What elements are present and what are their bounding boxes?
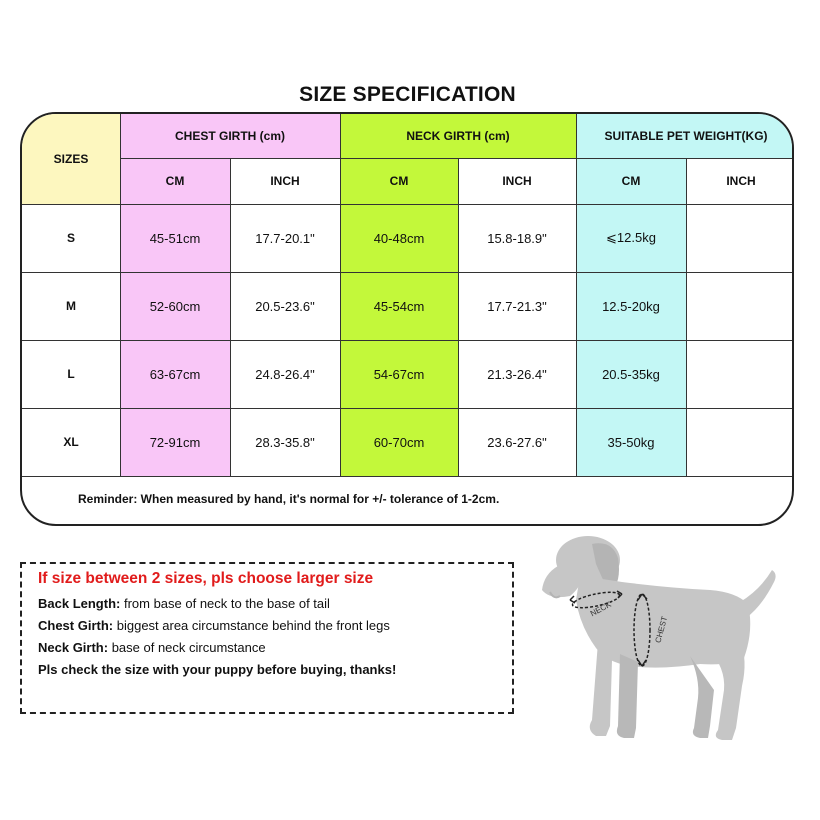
- neck-girth-label: Neck Girth:: [38, 640, 109, 655]
- neck-cm-header: CM: [340, 158, 458, 204]
- note-check-size: [38, 662, 396, 677]
- s-weight-inch: [686, 204, 794, 272]
- neck-label: NECK: [588, 599, 613, 619]
- m-neck-cm: 45-54cm: [340, 272, 458, 340]
- neck-header: NECK GIRTH (cm): [340, 114, 576, 158]
- size-warning: If size between 2 sizes, pls choose larger size: [38, 570, 374, 587]
- chest-girth-text: biggest area circumstance behind the front legs: [113, 618, 390, 633]
- weight-cm-header: CM: [576, 158, 686, 204]
- l-weight-inch: [686, 340, 794, 408]
- xl-chest-cm: 72-91cm: [120, 408, 230, 476]
- sizes-header: SIZES: [22, 114, 120, 204]
- weight-inch-header: INCH: [726, 174, 756, 188]
- neck-girth-text: base of neck circumstance: [108, 640, 266, 655]
- xl-weight-cm: 35-50kg: [576, 408, 686, 476]
- chest-inch-header: INCH: [270, 174, 300, 188]
- note-back-length: [38, 596, 330, 611]
- s-neck-cm: 40-48cm: [340, 204, 458, 272]
- chest-label: CHEST: [653, 615, 670, 644]
- s-neck-inch: 15.8-18.9": [487, 230, 547, 246]
- dog-measurement-illustration: [540, 530, 780, 800]
- m-chest-inch: 20.5-23.6": [255, 298, 315, 314]
- l-neck-inch: 21.3-26.4": [487, 366, 547, 382]
- note-chest-girth: [38, 618, 390, 633]
- check-size-text: Pls check the size with your puppy before buying, thanks!: [38, 662, 397, 677]
- xl-neck-inch: 23.6-27.6": [487, 434, 547, 450]
- l-neck-cm: 54-67cm: [340, 340, 458, 408]
- note-neck-girth: [38, 640, 266, 655]
- m-weight-cm: 12.5-20kg: [576, 272, 686, 340]
- page-title: SIZE SPECIFICATION: [299, 83, 516, 106]
- m-neck-inch: 17.7-21.3": [487, 298, 547, 314]
- l-weight-cm: 20.5-35kg: [576, 340, 686, 408]
- m-weight-inch: [686, 272, 794, 340]
- s-weight-cm: ⩽12.5kg: [576, 204, 686, 272]
- xl-neck-cm: 60-70cm: [340, 408, 458, 476]
- l-chest-cm: 63-67cm: [120, 340, 230, 408]
- back-length-label: Back Length:: [38, 596, 121, 611]
- s-chest-cm: 45-51cm: [120, 204, 230, 272]
- size-xl: XL: [63, 435, 79, 449]
- tolerance-reminder: Reminder: When measured by hand, it's normal for +/- tolerance of 1-2cm.: [78, 492, 500, 506]
- s-chest-inch: 17.7-20.1": [255, 230, 315, 246]
- xl-weight-inch: [686, 408, 794, 476]
- chest-cm-header: CM: [120, 158, 230, 204]
- xl-chest-inch: 28.3-35.8": [255, 434, 315, 450]
- m-chest-cm: 52-60cm: [120, 272, 230, 340]
- size-notes: [20, 562, 514, 714]
- size-m: M: [66, 299, 76, 313]
- chest-girth-label: Chest Girth:: [38, 618, 114, 633]
- l-chest-inch: 24.8-26.4": [255, 366, 315, 382]
- back-length-text: from base of neck to the base of tail: [120, 596, 330, 611]
- size-s: S: [66, 231, 75, 245]
- weight-header: SUITABLE PET WEIGHT(KG): [576, 114, 794, 158]
- chest-header: CHEST GIRTH (cm): [120, 114, 340, 158]
- size-l: L: [67, 367, 75, 381]
- neck-inch-header: INCH: [502, 174, 532, 188]
- size-table: [20, 112, 794, 526]
